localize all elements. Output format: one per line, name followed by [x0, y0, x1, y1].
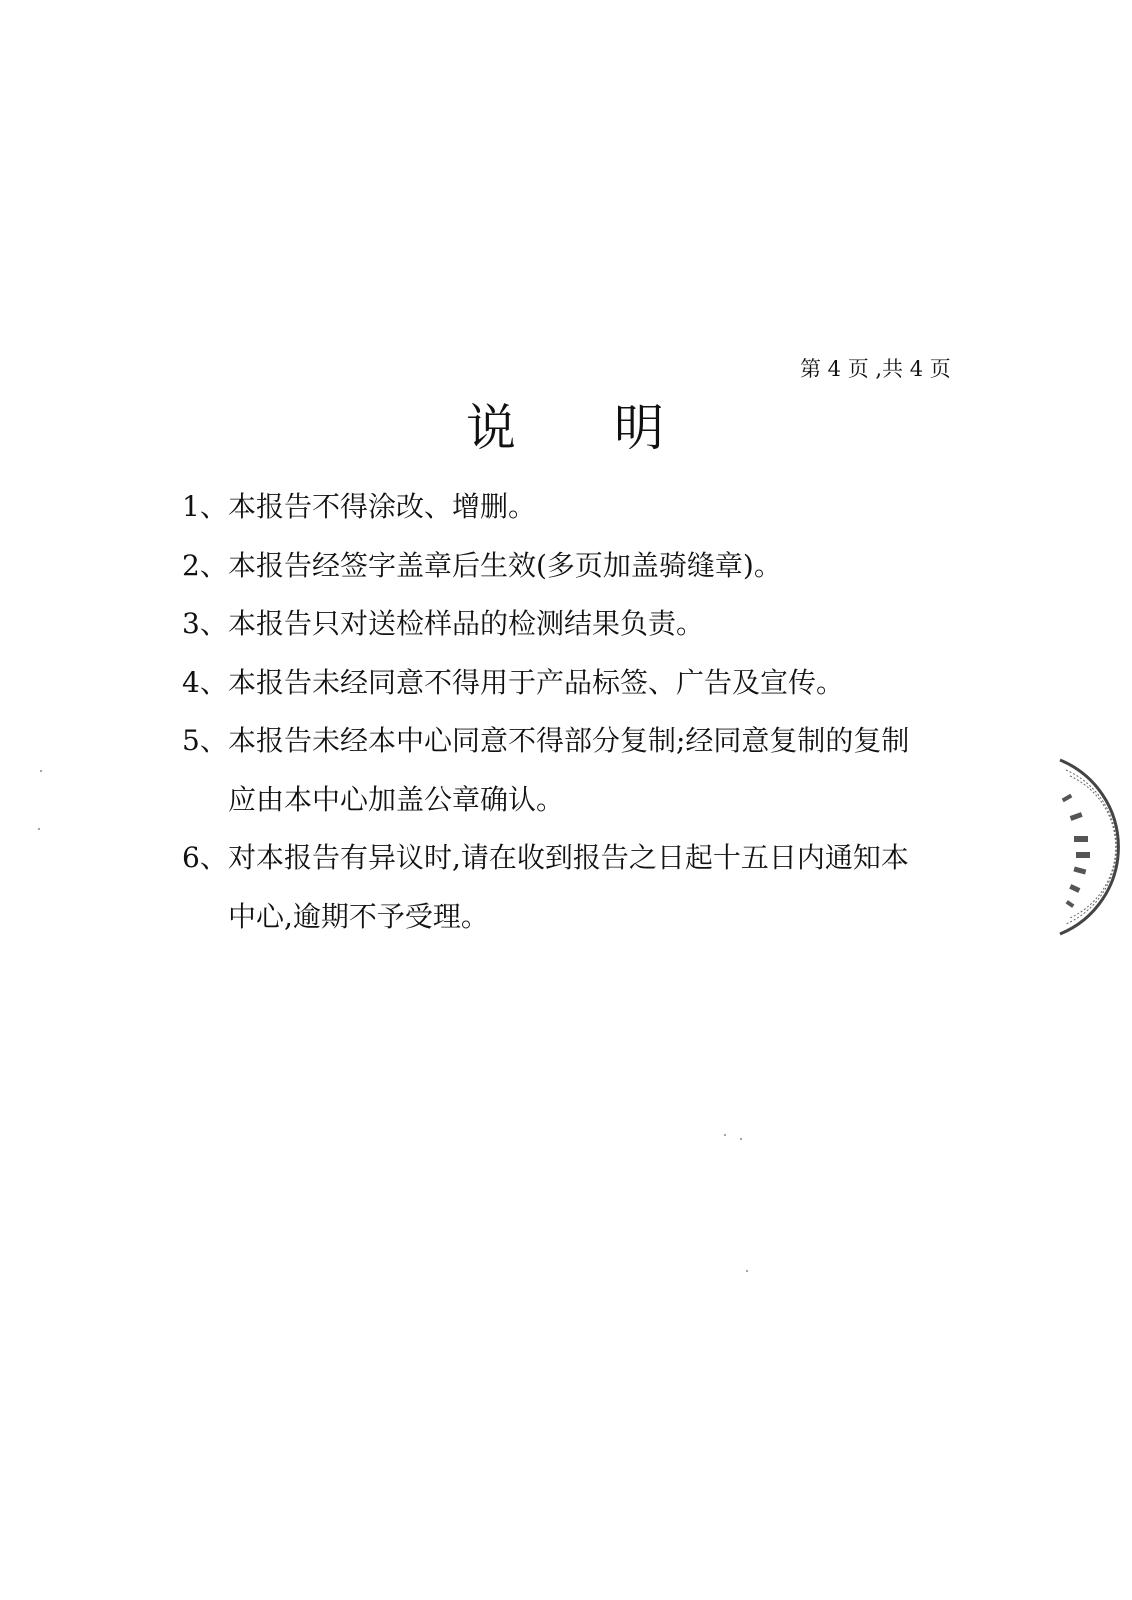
- note-number: 3、: [182, 607, 228, 640]
- note-number: 5、: [182, 724, 228, 757]
- title-char-left: 说: [466, 399, 516, 457]
- scan-speck: [740, 1138, 742, 1140]
- scan-speck: [724, 1134, 726, 1136]
- page-number-info: 第 4 页 ,共 4 页: [800, 357, 951, 381]
- scan-speck: [746, 1270, 748, 1272]
- note-number: 2、: [182, 548, 228, 582]
- seal-stamp: [1040, 752, 1132, 942]
- notes-list: [182, 478, 982, 946]
- note-item: [182, 829, 982, 946]
- page-title: [466, 396, 664, 460]
- note-text: 本报告只对送检样品的检测结果负责。: [228, 607, 705, 640]
- scan-speck: [38, 828, 40, 830]
- note-text: 本报告经签字盖章后生效(多页加盖骑缝章)。: [228, 548, 782, 582]
- scan-speck: [40, 770, 42, 772]
- note-text: 本报告未经同意不得用于产品标签、广告及宣传。: [228, 665, 845, 699]
- title-char-right: 明: [614, 399, 664, 457]
- note-item: [182, 478, 982, 537]
- note-text-continued: 中心,逾期不予受理。: [228, 899, 489, 933]
- note-text: 本报告未经本中心同意不得部分复制;经同意复制的复制: [228, 724, 910, 757]
- note-number: 6、: [182, 841, 228, 874]
- note-text: 对本报告有异议时,请在收到报告之日起十五日内通知本: [228, 841, 909, 874]
- note-number: 4、: [182, 665, 228, 699]
- note-item: [182, 712, 982, 829]
- note-number: 1、: [182, 490, 228, 523]
- note-item: [182, 537, 982, 596]
- note-text: 本报告不得涂改、增删。: [228, 490, 537, 523]
- note-text-continued: 应由本中心加盖公章确认。: [228, 782, 565, 816]
- seal-stamp-icon: [1040, 752, 1132, 942]
- note-item: [182, 595, 982, 654]
- note-item: [182, 654, 982, 713]
